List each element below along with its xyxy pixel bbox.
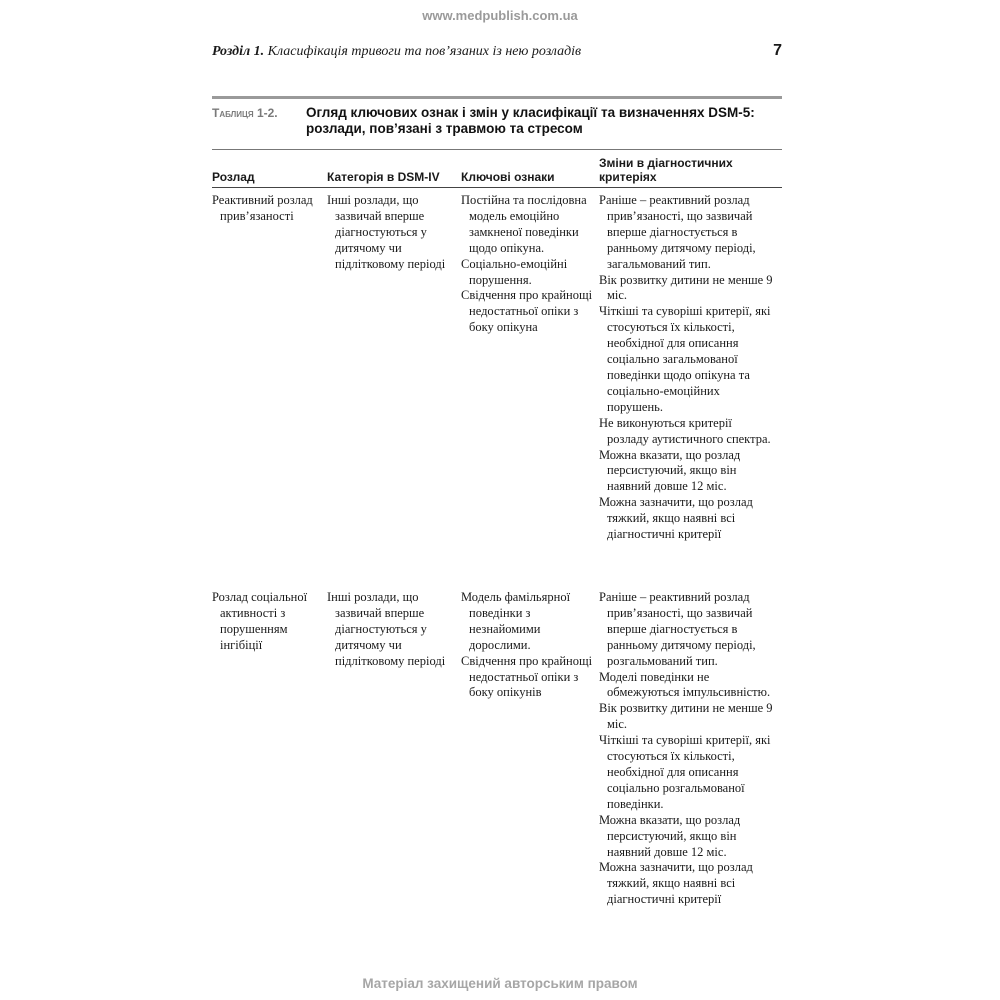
table-label: Таблиця 1-2. [212,106,278,120]
change-item: Раніше – реактивний розлад прив’язаності, що зазвичай вперше діагностується в ранньому дитячому періоді, загальмований тип. [599,193,756,271]
cell-features [461,193,599,585]
running-head [212,44,782,60]
running-head-title: Класифікація тривоги та пов’язаних із нею розладів [267,44,582,59]
feature-item: Постійна та послідовна модель емоційно замкненої поведінки щодо опікуна. [461,193,587,255]
change-item: Вік розвитку дитини не менше 9 міс. [599,272,773,303]
cell-disorder [212,193,327,585]
dsm4-category: Інші розлади, що зазвичай вперше діагностуються у дитячому чи підлітковому періоді [327,590,446,668]
table-row [212,585,782,908]
change-item: Вік розвитку дитини не менше 9 міс. [599,701,773,732]
change-item: Не виконуються критерії розладу аутистичного спектра. [599,415,771,446]
running-head-chapter: Розділ 1. [212,44,265,59]
change-item: Можна зазначити, що розлад тяжкий, якщо наявні всі діагностичні критерії [599,860,753,907]
feature-item: Модель фамільярної поведінки з незнайомими дорослими. [461,590,571,652]
header-criteria-changes: Зміни в діагностичних критеріях [599,156,733,184]
cell-dsm4 [327,193,461,585]
table-row [212,188,782,585]
change-item: Можна вказати, що розлад персистуючий, якщо він наявний довше 12 міс. [599,447,741,494]
table-caption [212,99,782,137]
table-title: Огляд ключових ознак і змін у класифікації та визначеннях DSM-5: розлади, пов’язані з травмою та стресом [306,105,755,136]
change-item: Моделі поведінки не обмежуються імпульсивністю. [599,669,771,700]
cell-dsm4 [327,590,461,908]
table-header-row [212,150,782,188]
cell-changes [599,590,782,908]
change-item: Можна зазначити, що розлад тяжкий, якщо наявні всі діагностичні критерії [599,495,753,542]
cell-features [461,590,599,908]
copyright-notice: Матеріал захищений авторським правом [362,976,638,991]
disorder-name: Розлад соціальної активності з порушенням інгібіції [212,590,308,652]
table [212,96,782,908]
header-disorder: Розлад [212,170,255,184]
change-item: Раніше – реактивний розлад прив’язаності, що зазвичай вперше діагностується в ранньому дитячому періоді, розгальмований тип. [599,590,756,668]
cell-disorder [212,590,327,908]
page-number: 7 [773,42,782,59]
disorder-name: Реактивний розлад прив’язаності [212,193,313,223]
dsm4-category: Інші розлади, що зазвичай вперше діагностуються у дитячому чи підлітковому періоді [327,193,446,271]
feature-item: Свідчення про крайнощі недостатньої опіки з боку опікуна [461,288,593,335]
change-item: Чіткіші та суворіші критерії, які стосуються їх кількості, необхідної для описання соціально загальмованої поведінки щодо опікуна та соціально-емоційних порушень. [599,304,771,414]
feature-item: Свідчення про крайнощі недостатньої опіки з боку опікунів [461,653,593,700]
site-url: www.medpublish.com.ua [422,8,578,23]
change-item: Чіткіші та суворіші критерії, які стосуються їх кількості, необхідної для описання соціально розгальмованої поведінки. [599,733,771,811]
header-dsm4-category: Категорія в DSM-IV [327,170,440,184]
cell-changes [599,193,782,585]
feature-item: Соціально-емоційні порушення. [461,256,568,287]
header-key-features: Ключові ознаки [461,170,555,184]
change-item: Можна вказати, що розлад персистуючий, якщо він наявний довше 12 міс. [599,812,741,859]
